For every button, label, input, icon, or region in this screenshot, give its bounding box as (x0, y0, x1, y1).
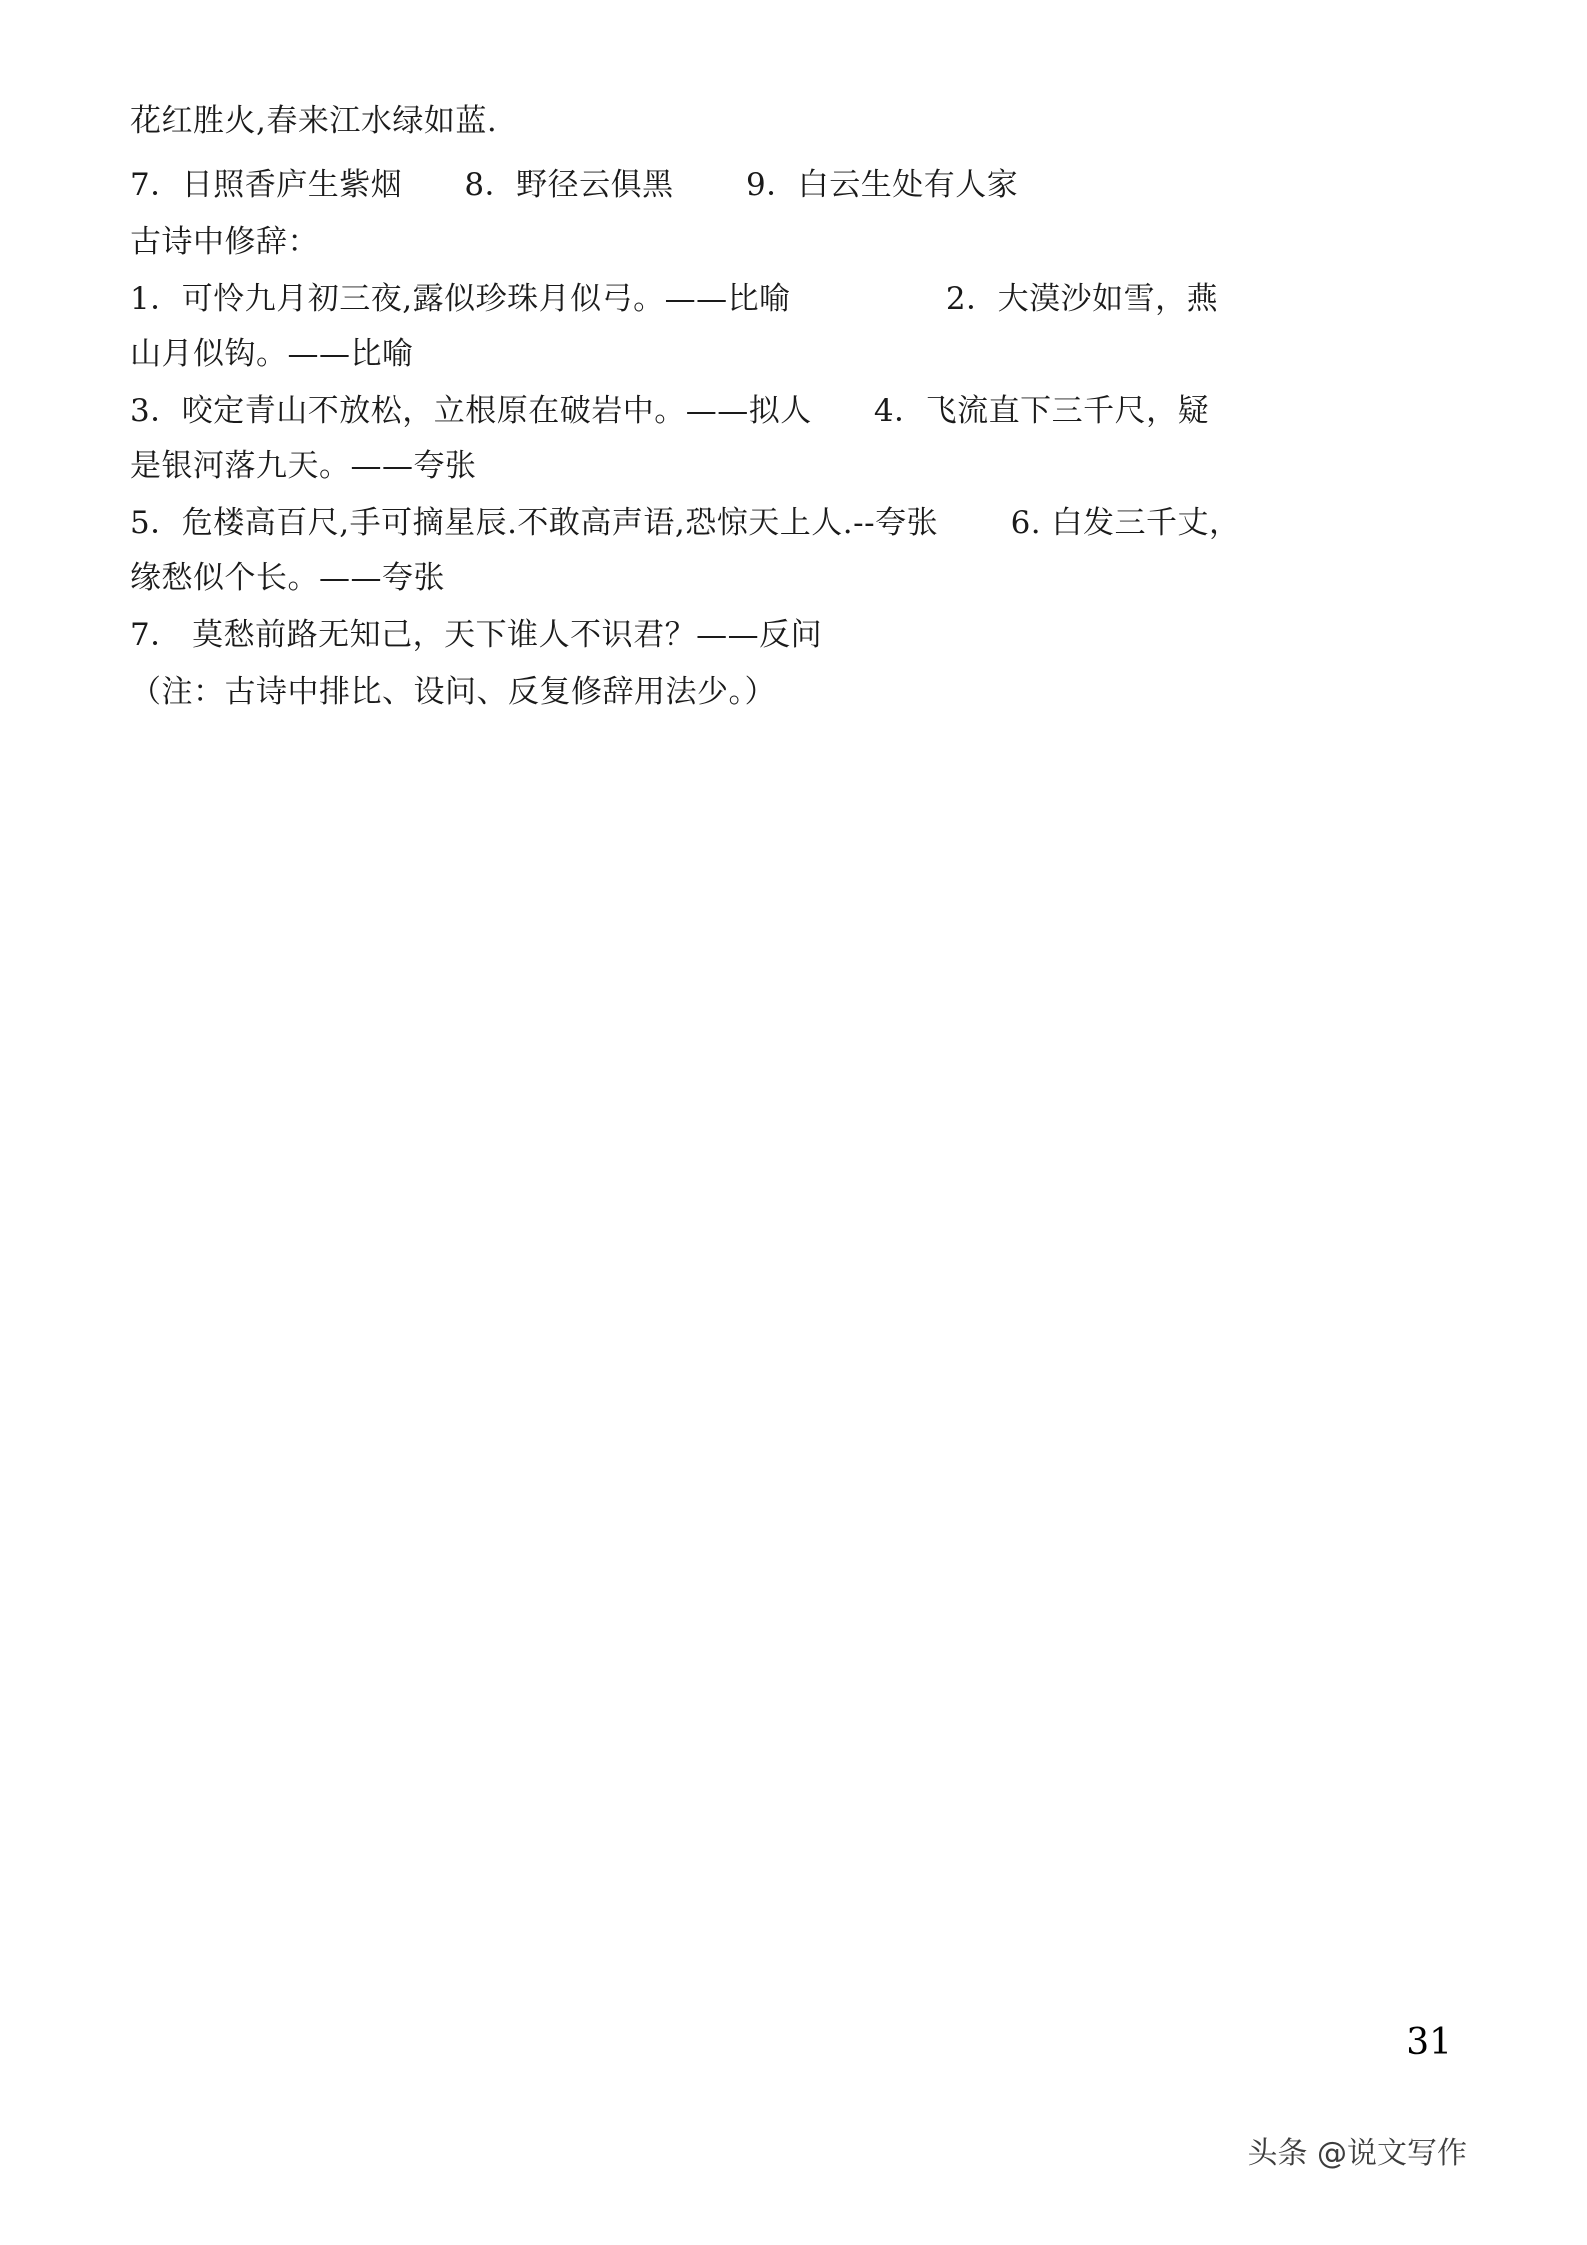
watermark: 头条 @说文写作 (1247, 2136, 1467, 2171)
paragraph-poem-list (130, 167, 1450, 203)
paragraph-item-7 (130, 617, 1450, 653)
text-line: 古诗中修辞： (130, 224, 319, 260)
text-line: 5．危楼高百尺,手可摘星辰.不敢高声语,恐惊天上人.--夸张 6. 白发三千丈， (130, 505, 1241, 541)
text-line: 1．可怜九月初三夜,露似珍珠月似弓。——比喻 2．大漠沙如雪，燕 (130, 281, 1219, 317)
paragraph-item-1-2 (130, 281, 1450, 372)
text-line: （注：古诗中排比、设问、反复修辞用法少。） (130, 674, 776, 710)
text-line: 缘愁似个长。——夸张 (130, 560, 445, 596)
text-line: 3．咬定青山不放松，立根原在破岩中。——拟人 4．飞流直下三千尺，疑 (130, 393, 1210, 429)
text-line: 7．日照香庐生紫烟 8．野径云俱黑 9．白云生处有人家 (130, 167, 1019, 203)
text-line: 是银河落九天。——夸张 (130, 448, 477, 484)
paragraph-item-5-6 (130, 505, 1450, 596)
text-line: 花红胜火,春来江水绿如蓝. (130, 103, 498, 139)
paragraph-note (130, 674, 1450, 710)
paragraph-section-heading (130, 224, 1450, 260)
document-body (130, 95, 1450, 734)
text-line: 7． 莫愁前路无知己，天下谁人不识君？——反问 (130, 617, 823, 653)
page-number: 31 (1406, 2022, 1452, 2063)
text-line: 山月似钩。——比喻 (130, 336, 414, 372)
paragraph-item-3-4 (130, 393, 1450, 484)
